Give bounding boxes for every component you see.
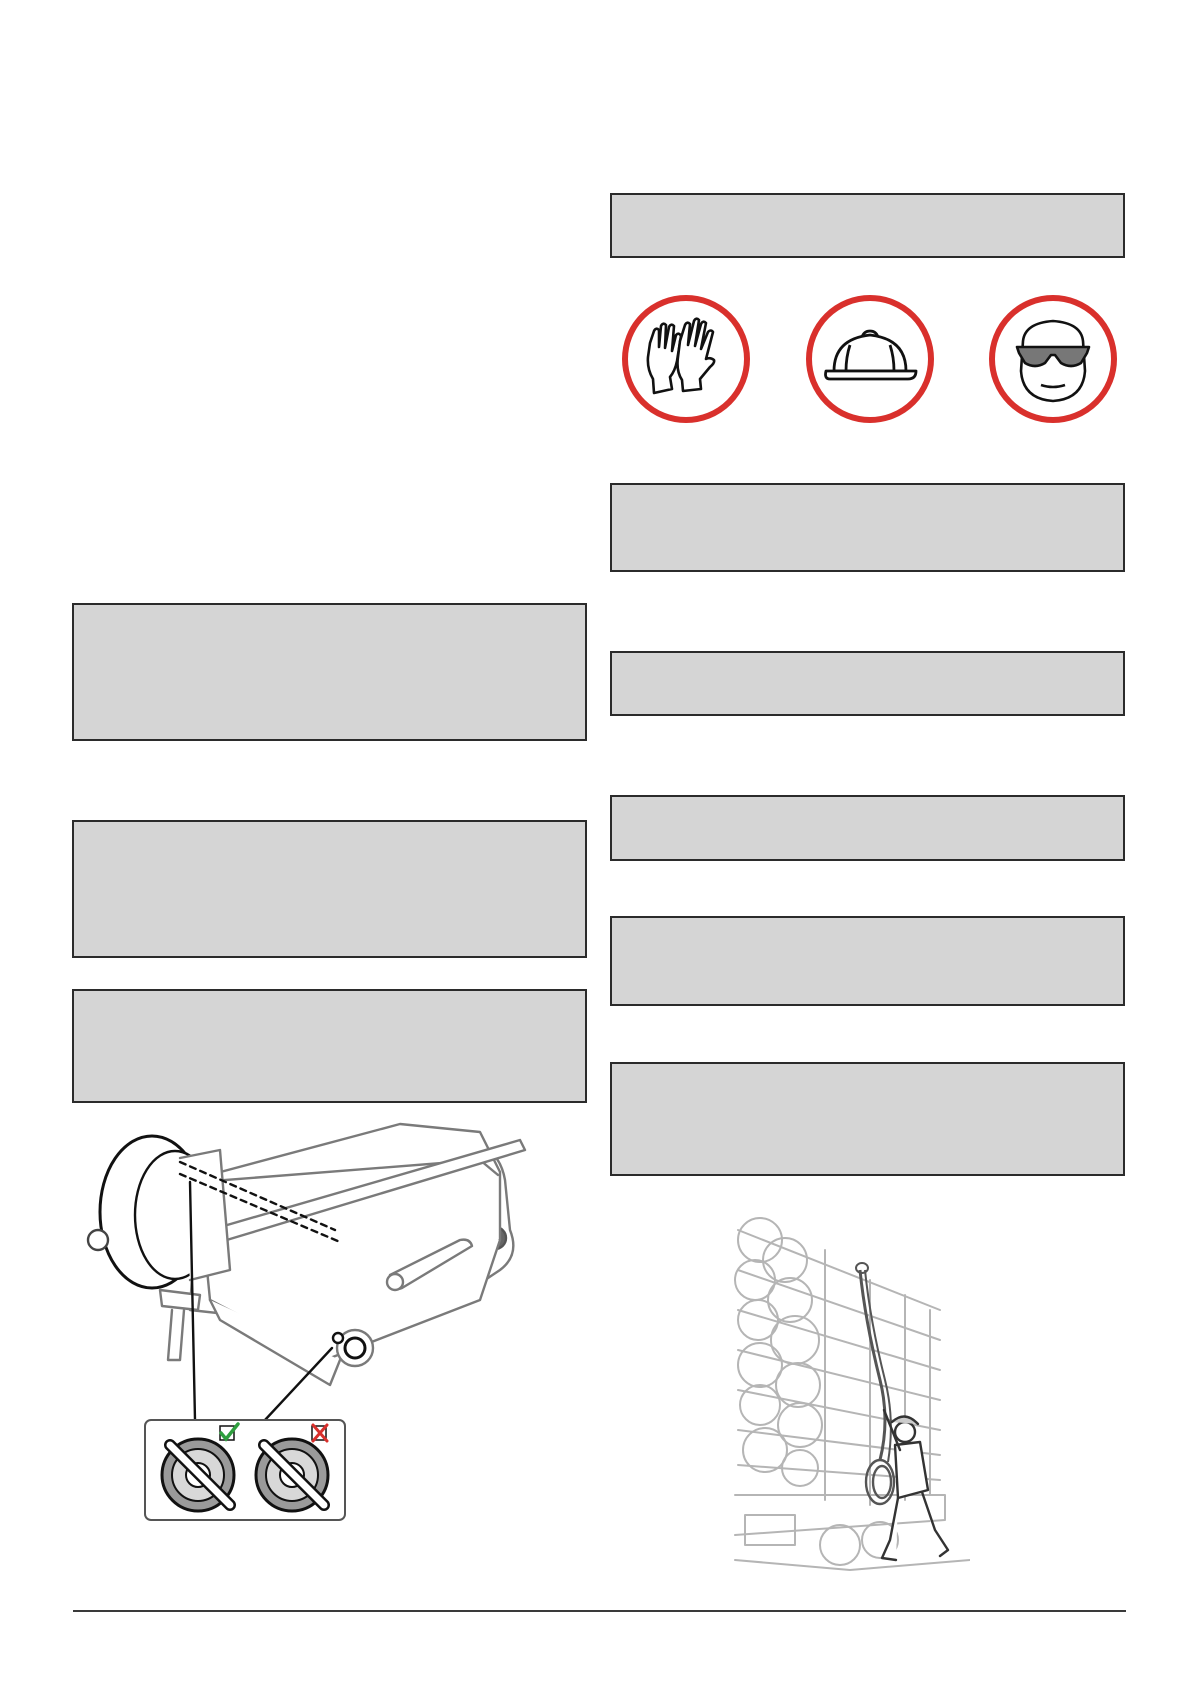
warning-box-3 [72,989,587,1103]
notice-box-6 [610,1062,1125,1176]
notice-box-5 [610,916,1125,1006]
warning-box-2 [72,820,587,958]
gloves-ppe-badge [622,295,750,423]
safety-glasses-icon [995,301,1111,417]
notice-box-3 [610,651,1125,716]
warning-box-1 [72,603,587,741]
incorrect-fitting-detail [256,1439,328,1511]
notice-box-2 [610,483,1125,572]
log-truck-worker-drawing [730,1200,970,1595]
hard-hat-ppe-badge [806,295,934,423]
winch-assembly-drawing [80,1120,580,1525]
notice-box-4 [610,795,1125,861]
correct-fitting-detail [162,1439,234,1511]
hard-hat-icon [812,301,928,417]
notice-box-1 [610,193,1125,258]
safety-glasses-ppe-badge [989,295,1117,423]
gloves-icon [628,301,744,417]
footer-rule [73,1610,1126,1612]
red-cross-icon [312,1425,327,1441]
